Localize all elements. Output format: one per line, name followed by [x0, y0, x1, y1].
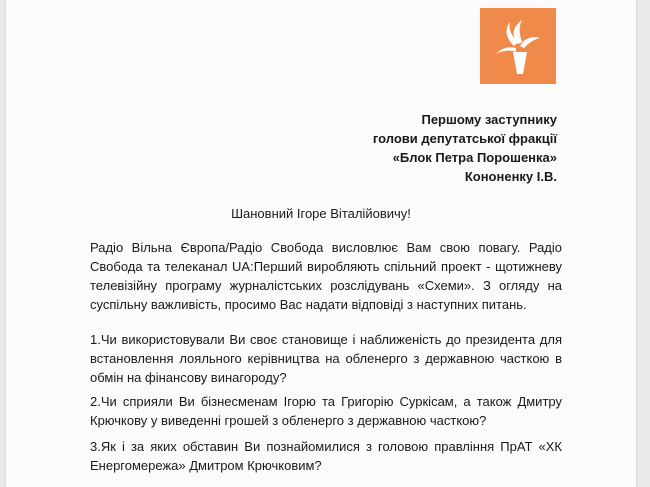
intro-paragraph: Радіо Вільна Європа/Радіо Свобода висловлює Вам свою повагу. Радіо Свобода та телеканал UA:Перший виробляють спільний проект - щотижневу телевізійну програму журналістських розслідувань «Схеми». З огляду на суспільну важливість, просимо Вас надати відповіді з наступних питань.	[90, 240, 562, 312]
addressee-line: Кононенку І.В.	[464, 169, 557, 184]
addressee-line: Першому заступнику	[421, 112, 557, 127]
letter-page	[6, 0, 636, 487]
addressee-block	[373, 110, 557, 186]
rferl-torch-icon	[480, 8, 556, 84]
question-2: 2.Чи сприяли Ви бізнесменам Ігорю та Григорію Суркісам, а також Дмитру Крючкову у виведенні грошей з обленерго з державною часткою?	[90, 394, 562, 428]
question-1: 1.Чи використовували Ви своє становище і наближеність до президента для встановлення лояльного керівництва на обленерго з державною часткою в обмін на фінансову винагороду?	[90, 332, 562, 385]
addressee-line: «Блок Петра Порошенка»	[392, 150, 557, 165]
addressee-line: голови депутатської фракції	[372, 131, 557, 146]
greeting: Шановний Ігоре Віталійовичу!	[231, 206, 411, 221]
question-3: 3.Як і за яких обставин Ви познайомилися з головою правління ПрАТ «ХК Енергомережа» Дмитром Крючковим?	[90, 439, 562, 473]
rferl-logo	[480, 8, 556, 84]
